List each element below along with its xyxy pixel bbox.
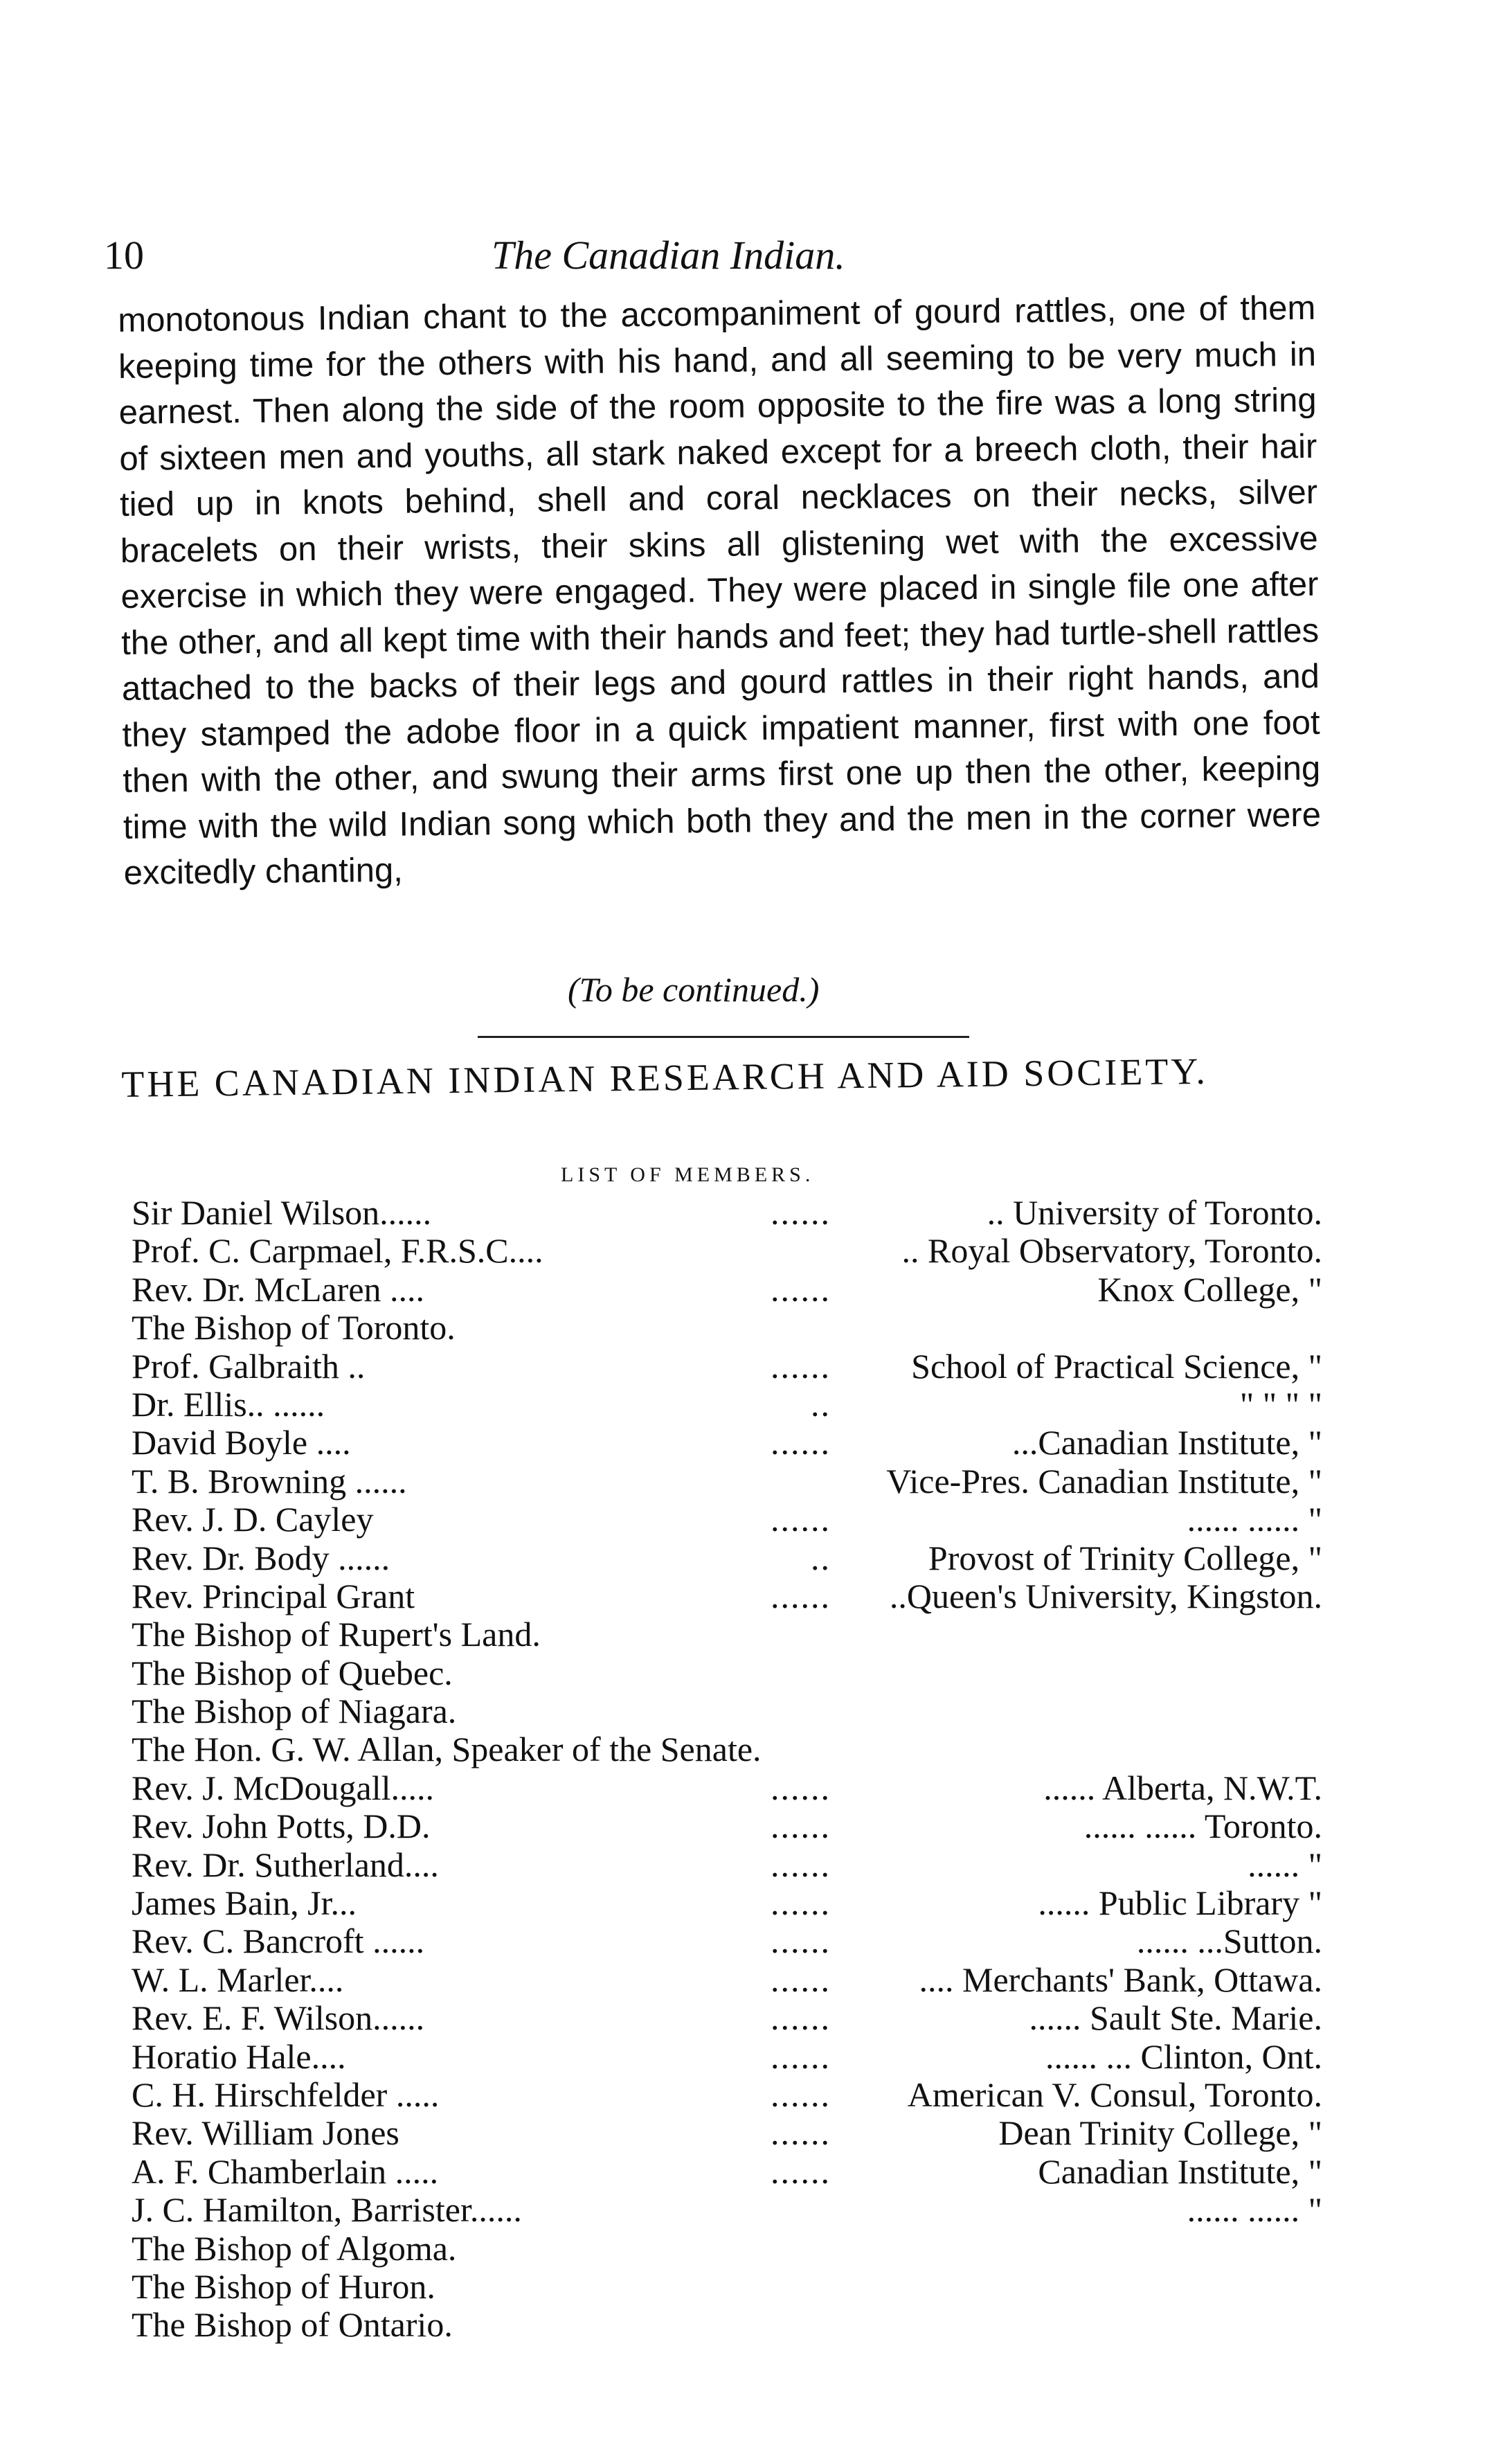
member-affiliation: ...... ...... " — [1187, 1500, 1322, 1539]
member-row — [132, 1806, 1322, 1844]
member-row — [132, 1576, 1322, 1614]
member-leader-dots: .. — [811, 1384, 831, 1424]
member-row — [132, 2189, 1322, 2228]
member-row — [132, 1960, 1322, 1998]
member-name: C. H. Hirschfelder ..... — [132, 2075, 440, 2114]
member-leader-dots: ...... — [771, 2075, 831, 2114]
member-affiliation: .. Royal Observatory, Toronto. — [901, 1231, 1322, 1271]
member-row — [132, 1998, 1322, 2036]
member-row — [132, 1729, 1322, 1767]
member-name: The Bishop of Ontario. — [132, 2305, 453, 2345]
member-row — [132, 1422, 1322, 1460]
member-name: J. C. Hamilton, Barrister...... — [132, 2190, 522, 2230]
member-row — [132, 1346, 1322, 1384]
member-row — [132, 2113, 1322, 2151]
member-affiliation: ...... ...Sutton. — [1136, 1922, 1322, 1961]
member-leader-dots: ...... — [771, 2113, 831, 2153]
member-row — [132, 2036, 1322, 2075]
member-name: Rev. William Jones — [132, 2113, 399, 2153]
member-row — [132, 1538, 1322, 1576]
member-row — [132, 1269, 1322, 1307]
member-name: The Hon. G. W. Allan, Speaker of the Senate. — [132, 1730, 762, 1769]
member-affiliation: Dean Trinity College, " — [998, 2113, 1322, 2153]
member-name: Rev. J. McDougall..... — [132, 1768, 434, 1807]
society-title: THE CANADIAN INDIAN RESEARCH AND AID SOCIETY. — [121, 1050, 1209, 1105]
member-row — [132, 1883, 1322, 1921]
member-affiliation: ...... Alberta, N.W.T. — [1043, 1768, 1322, 1807]
member-leader-dots: .. — [811, 1538, 831, 1577]
page-header — [104, 232, 1350, 294]
member-leader-dots: ...... — [771, 1576, 831, 1615]
member-affiliation: ...... ...... " — [1187, 2190, 1322, 2230]
member-leader-dots: ...... — [771, 1845, 831, 1884]
member-name: Rev. Principal Grant — [132, 1576, 415, 1615]
member-name: W. L. Marler.... — [132, 1960, 344, 1999]
member-name: David Boyle .... — [132, 1423, 351, 1462]
member-leader-dots: ...... — [771, 1768, 831, 1807]
member-row — [132, 1384, 1322, 1422]
member-row — [132, 1921, 1322, 1959]
page-number: 10 — [104, 233, 144, 278]
members-list — [132, 1192, 1322, 2343]
member-name: Rev. C. Bancroft ...... — [132, 1922, 425, 1961]
member-name: The Bishop of Huron. — [132, 2266, 435, 2306]
member-row — [132, 2151, 1322, 2189]
member-name: Prof. Galbraith .. — [132, 1346, 366, 1386]
member-leader-dots: ...... — [771, 1883, 831, 1923]
member-leader-dots: ...... — [771, 1193, 831, 1232]
member-name: Rev. John Potts, D.D. — [132, 1807, 431, 1846]
member-name: Rev. J. D. Cayley — [132, 1500, 374, 1539]
member-name: Prof. C. Carpmael, F.R.S.C.... — [132, 1231, 543, 1271]
member-leader-dots: ...... — [771, 2036, 831, 2076]
member-leader-dots: ...... — [771, 1346, 831, 1386]
member-name: The Bishop of Algoma. — [132, 2228, 457, 2268]
member-name: James Bain, Jr... — [132, 1883, 357, 1923]
member-name: Rev. E. F. Wilson...... — [132, 1998, 425, 2038]
member-row — [132, 2266, 1322, 2304]
member-affiliation: Provost of Trinity College, " — [928, 1538, 1322, 1577]
member-row — [132, 1307, 1322, 1345]
list-heading: LIST OF MEMBERS. — [561, 1163, 815, 1186]
member-row — [132, 1230, 1322, 1269]
member-row — [132, 1461, 1322, 1499]
member-name: Rev. Dr. Sutherland.... — [132, 1845, 439, 1884]
member-row — [132, 2075, 1322, 2113]
member-row — [132, 1691, 1322, 1729]
continued-note: (To be continued.) — [568, 970, 820, 1009]
member-name: The Bishop of Toronto. — [132, 1308, 456, 1347]
member-affiliation: " " " " — [1239, 1384, 1322, 1424]
member-name: Dr. Ellis.. ...... — [132, 1384, 325, 1424]
member-row — [132, 1614, 1322, 1652]
member-row — [132, 1768, 1322, 1806]
member-affiliation: ...... " — [1248, 1845, 1322, 1884]
member-affiliation: Vice-Pres. Canadian Institute, " — [886, 1461, 1322, 1501]
member-affiliation: ...... ...... Toronto. — [1083, 1807, 1322, 1846]
member-name: A. F. Chamberlain ..... — [132, 2151, 439, 2191]
member-row — [132, 2228, 1322, 2266]
member-affiliation: American V. Consul, Toronto. — [907, 2075, 1322, 2114]
member-leader-dots: ...... — [771, 1998, 831, 2038]
member-affiliation: ...Canadian Institute, " — [1011, 1423, 1322, 1462]
member-affiliation: ...... Public Library " — [1038, 1883, 1322, 1923]
section-divider — [478, 1036, 969, 1038]
member-affiliation: School of Practical Science, " — [911, 1346, 1322, 1386]
member-name: T. B. Browning ...... — [132, 1461, 407, 1501]
member-affiliation: .... Merchants' Bank, Ottawa. — [919, 1960, 1322, 1999]
member-name: Sir Daniel Wilson...... — [132, 1193, 432, 1232]
member-affiliation: ...... Sault Ste. Marie. — [1029, 1998, 1322, 2038]
member-affiliation: Canadian Institute, " — [1038, 2151, 1322, 2191]
member-row — [132, 1192, 1322, 1230]
member-affiliation: ..Queen's University, Kingston. — [889, 1576, 1322, 1615]
member-row — [132, 1499, 1322, 1537]
article-body: monotonous Indian chant to the accompaniment of gourd rattles, one of them keeping time for the others with his hand, and all seeming to be very much in earnest. Then along the side of the room opposite to the fire was a long string of sixteen men and youths, all stark naked except for a breech cloth, their hair tied up in knots behind, shell and coral necklaces on their necks, silver bracelets on their wrists, their skins all glistening wet with the excessive exercise in which they were engaged. They were placed in single file one after the other, and all kept time with their hands and feet; they had turtle-shell rattles attached to the backs of their legs and gourd rattles in their right hands, and they stamped the adobe floor in a quick impatient manner, first with one foot then with the other, and swung their arms first one up then the other, keeping time with the wild Indian song which both they and the men in the corner were excitedly chanting, — [118, 289, 1322, 892]
member-leader-dots: ...... — [771, 1500, 831, 1539]
member-leader-dots: ...... — [771, 2151, 831, 2191]
member-affiliation: Knox College, " — [1097, 1269, 1322, 1309]
member-row — [132, 1653, 1322, 1691]
member-name: The Bishop of Rupert's Land. — [132, 1615, 541, 1654]
member-leader-dots: ...... — [771, 1269, 831, 1309]
member-leader-dots: ...... — [771, 1423, 831, 1462]
member-affiliation: ...... ... Clinton, Ont. — [1045, 2036, 1322, 2076]
member-name: Horatio Hale.... — [132, 2036, 346, 2076]
member-name: Rev. Dr. McLaren .... — [132, 1269, 425, 1309]
member-name: Rev. Dr. Body ...... — [132, 1538, 390, 1577]
running-title: The Canadian Indian. — [492, 233, 845, 278]
member-row — [132, 2304, 1322, 2343]
member-leader-dots: ...... — [771, 1922, 831, 1961]
member-leader-dots: ...... — [771, 1807, 831, 1846]
member-row — [132, 1845, 1322, 1883]
member-affiliation: .. University of Toronto. — [987, 1193, 1322, 1232]
member-name: The Bishop of Niagara. — [132, 1692, 457, 1731]
member-name: The Bishop of Quebec. — [132, 1653, 453, 1692]
member-leader-dots: ...... — [771, 1960, 831, 1999]
